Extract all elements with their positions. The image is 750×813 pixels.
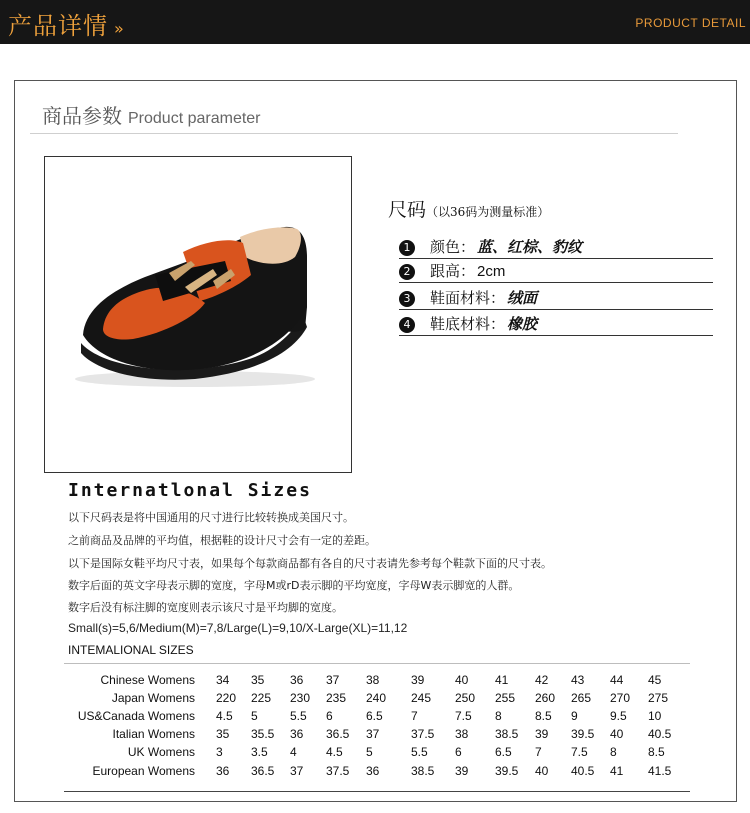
table-cell: 40 xyxy=(535,764,549,778)
table-cell: 230 xyxy=(290,691,311,705)
row-label: UK Womens xyxy=(127,745,195,759)
number-badge-icon: 1 xyxy=(399,240,415,256)
table-cell: 270 xyxy=(610,691,631,705)
header-right-label: PRODUCT DETAIL xyxy=(635,16,746,30)
table-cell: 5.5 xyxy=(290,709,307,723)
table-cell: 40 xyxy=(610,727,624,741)
number-badge-icon: 3 xyxy=(399,291,415,307)
intl-size-legend: Small(s)=5,6/Medium(M)=7,8/Large(L)=9,10/X-Large(XL)=11,12 xyxy=(68,621,408,635)
table-cell: 36.5 xyxy=(251,764,275,778)
row-label: Italian Womens xyxy=(112,727,195,741)
table-cell: 3.5 xyxy=(251,745,268,759)
table-cell: 41 xyxy=(495,673,509,687)
table-cell: 225 xyxy=(251,691,272,705)
table-cell: 7 xyxy=(535,745,542,759)
table-cell: 37.5 xyxy=(326,764,350,778)
table-cell: 40 xyxy=(455,673,469,687)
parameter-title: 商品参数 Product parameter xyxy=(42,104,261,128)
table-cell: 5 xyxy=(251,709,258,723)
intl-desc-line: 数字后没有标注脚的宽度则表示该尺寸是平均脚的宽度。 xyxy=(68,601,343,614)
table-cell: 37 xyxy=(366,727,380,741)
table-cell: 34 xyxy=(216,673,230,687)
row-label: Japan Womens xyxy=(111,691,195,705)
table-cell: 6 xyxy=(455,745,462,759)
number-badge-icon: 4 xyxy=(399,317,415,333)
table-bottom-rule xyxy=(64,791,690,792)
table-cell: 36 xyxy=(216,764,230,778)
table-cell: 5 xyxy=(366,745,373,759)
table-cell: 38.5 xyxy=(411,764,435,778)
table-cell: 40.5 xyxy=(571,764,595,778)
intl-desc-line: 以下尺码表是将中国通用的尺寸进行比较转换成美国尺寸。 xyxy=(68,511,354,524)
spec-heel-height: 2 跟高： 2cm xyxy=(399,260,713,283)
header-bar xyxy=(0,0,750,44)
table-cell: 36.5 xyxy=(326,727,350,741)
product-photo xyxy=(44,156,352,473)
table-cell: 38.5 xyxy=(495,727,519,741)
table-cell: 6.5 xyxy=(366,709,383,723)
table-row xyxy=(0,709,750,727)
table-cell: 36 xyxy=(366,764,380,778)
table-cell: 7 xyxy=(411,709,418,723)
spec-color: 1 颜色： 蓝、红棕、豹纹 xyxy=(399,236,713,259)
size-table-title: INTEMALIONAL SIZES xyxy=(68,643,194,657)
table-row xyxy=(0,691,750,709)
header-title: 产品详情 » xyxy=(8,12,125,40)
shoe-image xyxy=(45,157,351,472)
table-cell: 5.5 xyxy=(411,745,428,759)
table-cell: 8.5 xyxy=(648,745,665,759)
table-cell: 35 xyxy=(216,727,230,741)
table-cell: 39.5 xyxy=(495,764,519,778)
table-cell: 275 xyxy=(648,691,669,705)
table-cell: 41.5 xyxy=(648,764,672,778)
table-row xyxy=(0,764,750,782)
table-cell: 3 xyxy=(216,745,223,759)
intl-desc-line: 以下是国际女鞋平均尺寸表，如果每个每款商品都有各自的尺寸表请先参考每个鞋款下面的尺寸表。 xyxy=(68,557,552,570)
table-cell: 36 xyxy=(290,727,304,741)
table-cell: 39 xyxy=(535,727,549,741)
table-cell: 250 xyxy=(455,691,476,705)
table-cell: 44 xyxy=(610,673,624,687)
table-cell: 245 xyxy=(411,691,432,705)
row-label: US&Canada Womens xyxy=(77,709,195,723)
size-heading: 尺码（以36码为测量标准） xyxy=(388,199,550,221)
row-label: European Womens xyxy=(92,764,195,778)
table-cell: 41 xyxy=(610,764,624,778)
table-cell: 255 xyxy=(495,691,516,705)
spec-sole-material: 4 鞋底材料： 橡胶 xyxy=(399,313,713,336)
table-row xyxy=(0,727,750,745)
table-cell: 220 xyxy=(216,691,237,705)
intl-sizes-title: Internatlonal Sizes xyxy=(68,480,312,501)
table-cell: 9 xyxy=(571,709,578,723)
row-label: Chinese Womens xyxy=(100,673,195,687)
table-cell: 265 xyxy=(571,691,592,705)
table-cell: 38 xyxy=(366,673,380,687)
table-cell: 6 xyxy=(326,709,333,723)
table-cell: 260 xyxy=(535,691,556,705)
table-cell: 37 xyxy=(290,764,304,778)
table-cell: 8 xyxy=(495,709,502,723)
table-cell: 45 xyxy=(648,673,662,687)
table-cell: 4.5 xyxy=(326,745,343,759)
table-cell: 35.5 xyxy=(251,727,275,741)
number-badge-icon: 2 xyxy=(399,264,415,280)
table-cell: 35 xyxy=(251,673,265,687)
table-top-rule xyxy=(64,663,690,664)
spec-upper-material: 3 鞋面材料： 绒面 xyxy=(399,287,713,310)
table-cell: 39 xyxy=(455,764,469,778)
table-cell: 37.5 xyxy=(411,727,435,741)
double-chevron-icon: » xyxy=(114,19,125,38)
table-cell: 10 xyxy=(648,709,662,723)
intl-desc-line: 之前商品及品牌的平均值，根据鞋的设计尺寸会有一定的差距。 xyxy=(68,534,376,547)
table-cell: 6.5 xyxy=(495,745,512,759)
table-cell: 8 xyxy=(610,745,617,759)
table-cell: 40.5 xyxy=(648,727,672,741)
table-cell: 7.5 xyxy=(455,709,472,723)
table-cell: 36 xyxy=(290,673,304,687)
table-cell: 235 xyxy=(326,691,347,705)
table-cell: 4.5 xyxy=(216,709,233,723)
table-cell: 4 xyxy=(290,745,297,759)
table-cell: 240 xyxy=(366,691,387,705)
table-row xyxy=(0,745,750,763)
table-cell: 38 xyxy=(455,727,469,741)
table-cell: 39.5 xyxy=(571,727,595,741)
table-cell: 37 xyxy=(326,673,340,687)
intl-desc-line: 数字后面的英文字母表示脚的宽度，字母M或rD表示脚的平均宽度，字母W表示脚宽的人群。 xyxy=(68,579,520,592)
table-cell: 39 xyxy=(411,673,425,687)
table-cell: 7.5 xyxy=(571,745,588,759)
table-cell: 8.5 xyxy=(535,709,552,723)
table-cell: 42 xyxy=(535,673,549,687)
table-cell: 9.5 xyxy=(610,709,627,723)
table-row xyxy=(0,673,750,691)
divider xyxy=(30,133,678,134)
table-cell: 43 xyxy=(571,673,585,687)
